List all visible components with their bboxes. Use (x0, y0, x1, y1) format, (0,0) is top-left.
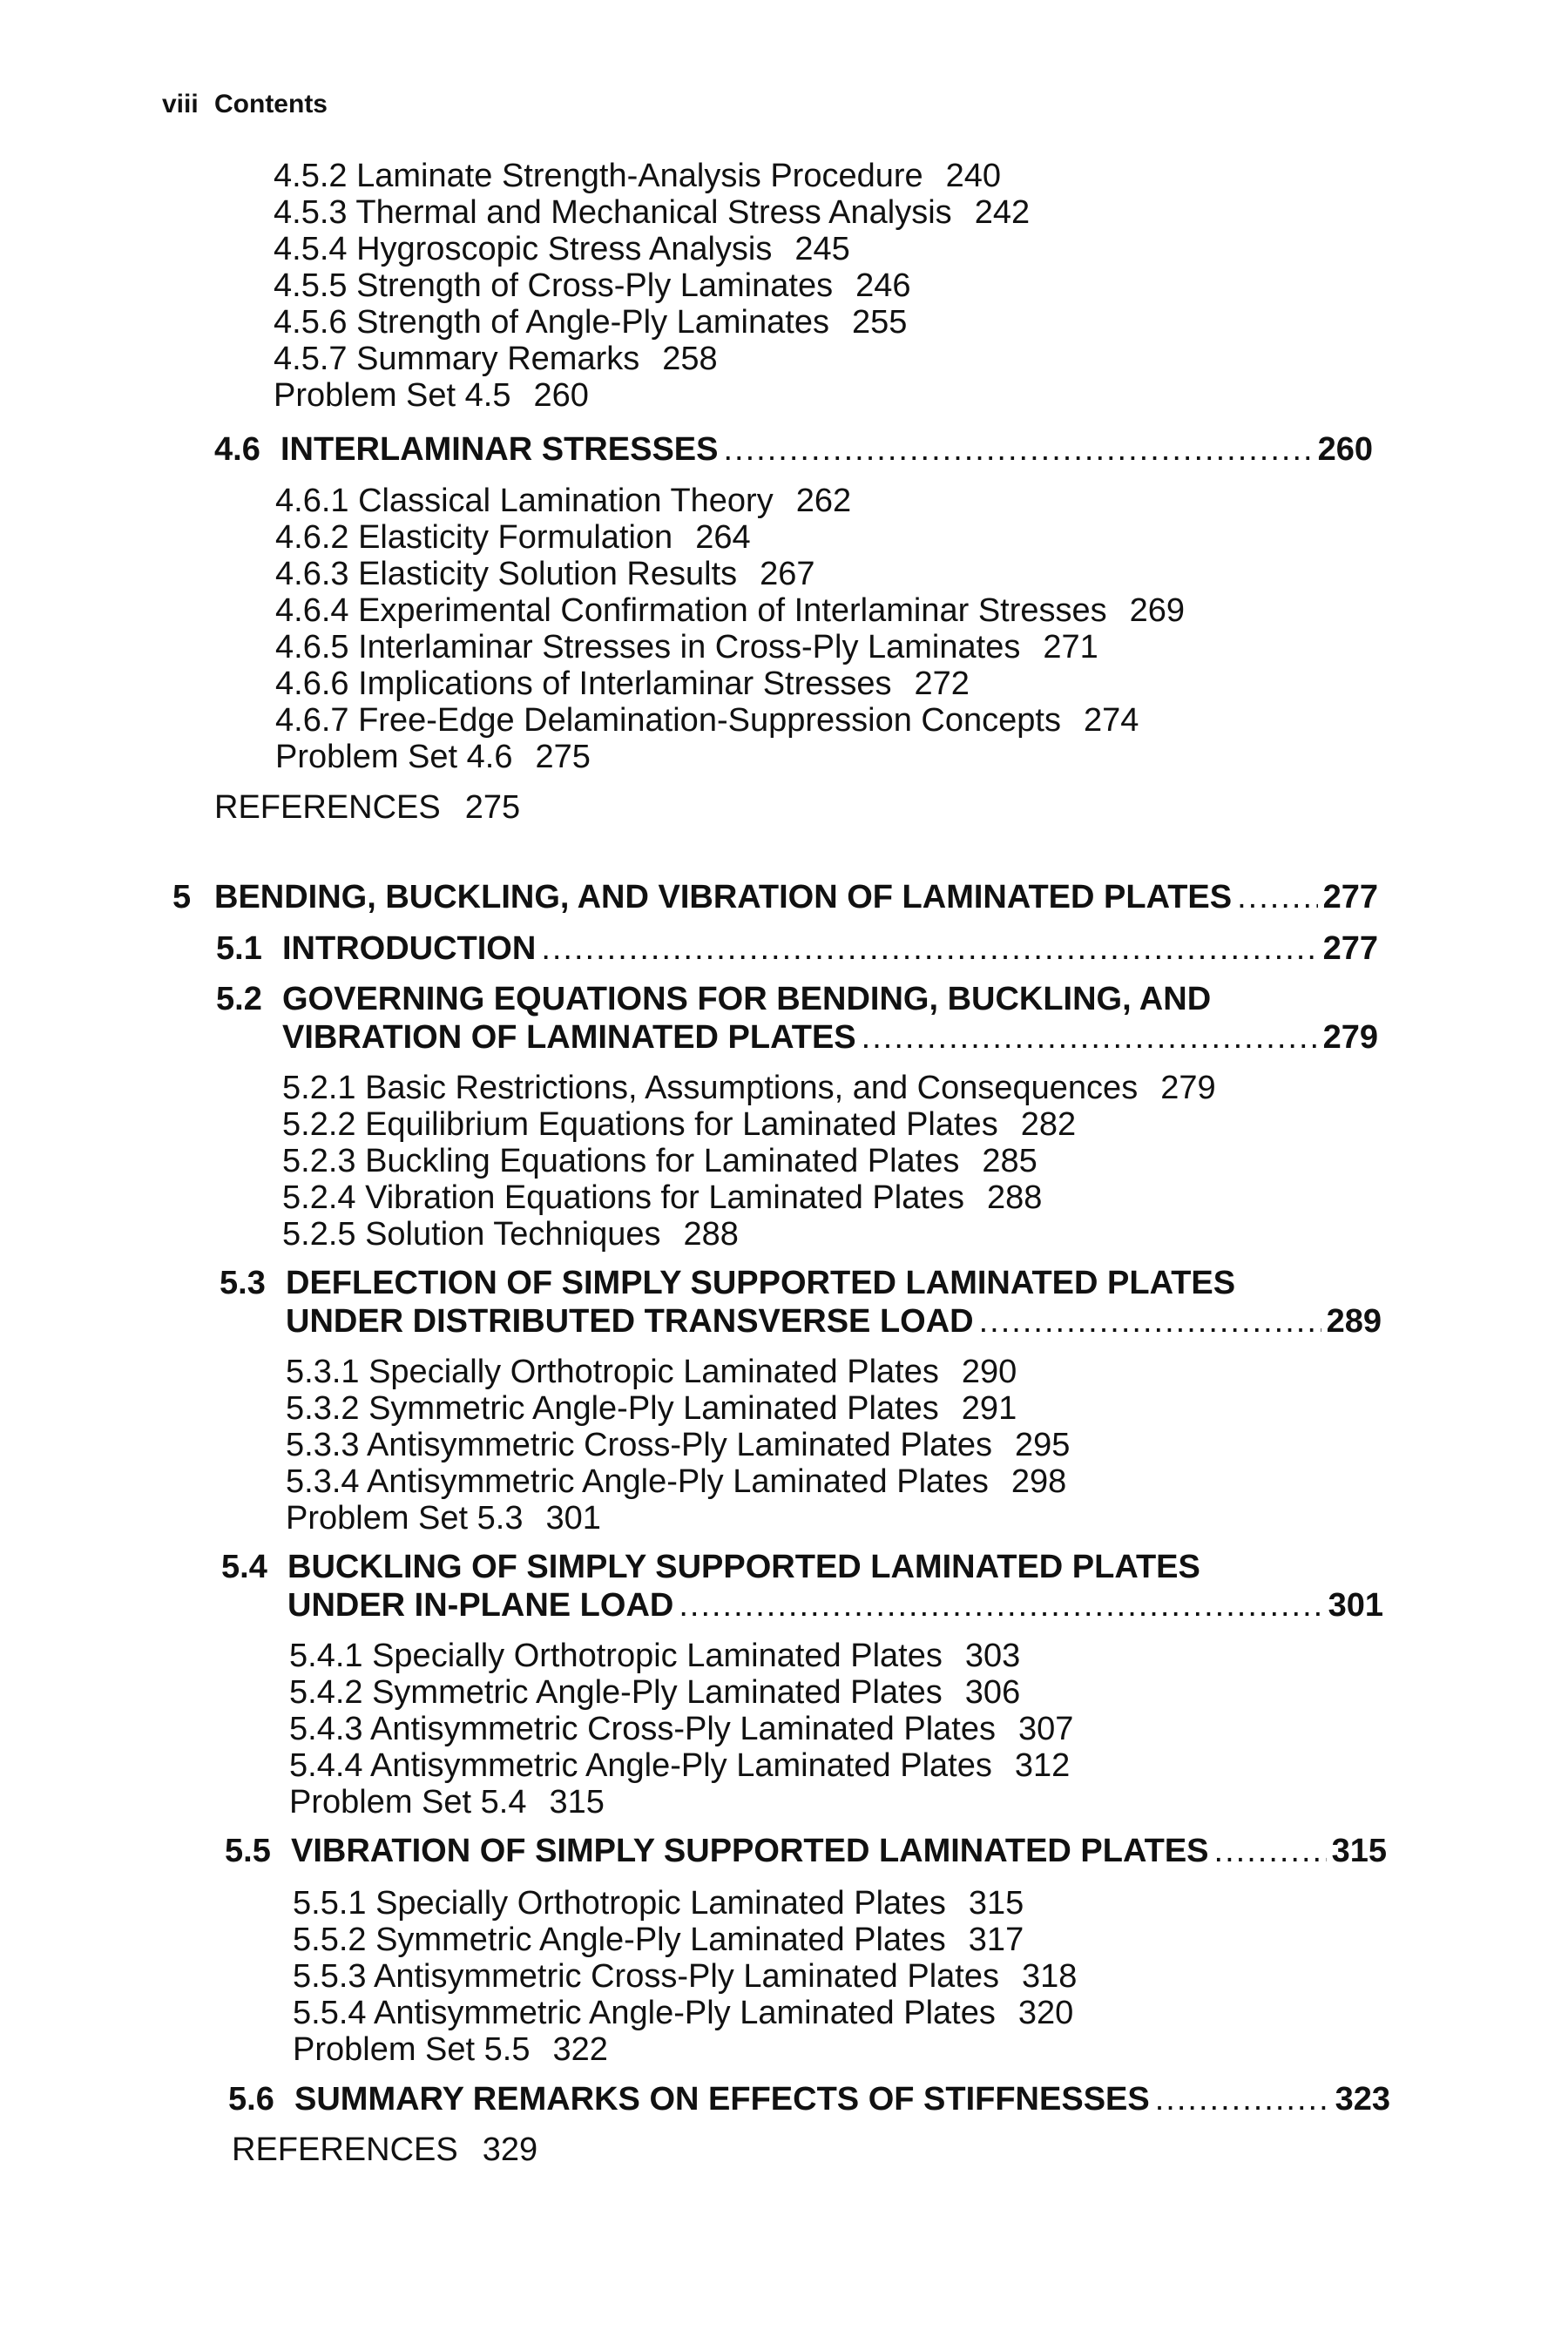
toc-entry (289, 1637, 1020, 1675)
dot-leader (1237, 878, 1317, 916)
toc-problem-set (293, 2030, 608, 2069)
toc-entry (275, 628, 1098, 666)
section-number: 5.6 (228, 2081, 274, 2118)
toc-problem-set (289, 1783, 605, 1821)
section-title: VIBRATION OF SIMPLY SUPPORTED LAMINATED PLATES (291, 1833, 1209, 1869)
toc-page-number: 306 (964, 1674, 1021, 1711)
toc-page-number: 288 (987, 1179, 1043, 1216)
toc-page-number: 267 (760, 556, 815, 592)
toc-entry-title: Problem Set 5.5 (293, 2031, 531, 2068)
toc-entry-title: 5.4.3 Antisymmetric Cross-Ply Laminated Plates (289, 1711, 996, 1747)
toc-section-heading (220, 1264, 1382, 1341)
toc-entry-title: 4.5.5 Strength of Cross-Ply Laminates (274, 267, 834, 304)
toc-entry-title: 5.5.4 Antisymmetric Angle-Ply Laminated Plates (293, 1995, 996, 2031)
dot-leader (1214, 1832, 1327, 1870)
toc-entry-title: 5.2.3 Buckling Equations for Laminated Plates (282, 1143, 960, 1179)
toc-page-number: 288 (683, 1216, 739, 1253)
toc-page-number: 242 (974, 194, 1031, 231)
toc-entry-title: 4.6.6 Implications of Interlaminar Stresses (275, 665, 892, 702)
section-title-continued: UNDER IN-PLANE LOAD (287, 1587, 674, 1624)
toc-entry-title: 4.5.2 Laminate Strength-Analysis Procedure (274, 158, 923, 194)
toc-entry (286, 1462, 1066, 1501)
toc-entry (286, 1426, 1070, 1464)
toc-entry (275, 591, 1185, 630)
toc-page-number: 323 (1335, 2081, 1390, 2118)
toc-entry (293, 1994, 1073, 2032)
section-title: DEFLECTION OF SIMPLY SUPPORTED LAMINATED PLATES (286, 1265, 1236, 1301)
toc-entry-title: 4.6.3 Elasticity Solution Results (275, 556, 738, 592)
toc-entry-title: 4.6.2 Elasticity Formulation (275, 519, 673, 556)
dot-leader (723, 430, 1312, 469)
toc-page-number: 289 (1326, 1303, 1382, 1340)
section-title: GOVERNING EQUATIONS FOR BENDING, BUCKLING, AND (282, 981, 1212, 1017)
toc-entry-title: 5.5.3 Antisymmetric Cross-Ply Laminated Plates (293, 1958, 999, 1995)
toc-entry-title: 5.3.4 Antisymmetric Angle-Ply Laminated Plates (286, 1463, 989, 1500)
toc-page-number: 317 (968, 1922, 1024, 1958)
toc-references (214, 788, 520, 827)
section-title: INTRODUCTION (282, 930, 537, 967)
toc-entry (282, 1179, 1042, 1217)
toc-page-number: 277 (1322, 930, 1378, 967)
chapter-number: 5 (172, 879, 192, 915)
toc-page-number: 312 (1014, 1747, 1071, 1784)
toc-page-number: 329 (482, 2131, 538, 2168)
toc-page-number: 271 (1043, 629, 1098, 665)
toc-entry (293, 1921, 1024, 1959)
section-number: 4.6 (214, 431, 260, 468)
toc-page-number: 318 (1021, 1958, 1078, 1995)
toc-entry-title: 4.5.6 Strength of Angle-Ply Laminates (274, 304, 829, 341)
toc-page-number: 315 (968, 1885, 1024, 1922)
toc-entry (274, 267, 911, 305)
toc-references (232, 2131, 537, 2169)
toc-page-number: 246 (855, 267, 911, 304)
section-title: INTERLAMINAR STRESSES (280, 431, 719, 468)
toc-entry (275, 701, 1139, 740)
section-title-continued: UNDER DISTRIBUTED TRANSVERSE LOAD (286, 1303, 974, 1340)
toc-entry-title: REFERENCES (232, 2131, 458, 2168)
toc-entry-title: 5.3.2 Symmetric Angle-Ply Laminated Plates (286, 1390, 939, 1427)
toc-page-number: 240 (945, 158, 1002, 194)
toc-entry-title: 5.4.2 Symmetric Angle-Ply Laminated Plates (289, 1674, 943, 1711)
toc-entry (282, 1215, 739, 1253)
toc-entry (286, 1389, 1017, 1428)
toc-problem-set (275, 738, 591, 776)
section-number: 5.3 (220, 1265, 266, 1301)
toc-section-heading (221, 1548, 1383, 1625)
toc-entry (274, 303, 907, 341)
toc-page-number: 260 (533, 377, 589, 414)
toc-page-number: 277 (1322, 879, 1378, 915)
toc-entry (274, 230, 850, 268)
toc-page-number: 260 (1317, 431, 1373, 468)
toc-entry (293, 1884, 1024, 1922)
toc-page-number: 285 (982, 1143, 1037, 1179)
toc-page-number: 258 (662, 341, 718, 377)
section-number: 5.2 (216, 981, 262, 1017)
dot-leader (679, 1586, 1322, 1625)
toc-entry-title: 5.5.1 Specially Orthotropic Laminated Plates (293, 1885, 946, 1922)
toc-page-number: 272 (914, 665, 970, 702)
toc-entry-title: 5.2.5 Solution Techniques (282, 1216, 661, 1253)
dot-leader (1155, 2080, 1330, 2118)
dot-leader (541, 929, 1317, 968)
toc-entry (274, 157, 1001, 195)
toc-entry-title: 5.4.4 Antisymmetric Angle-Ply Laminated Plates (289, 1747, 992, 1784)
toc-entry-title: 5.5.2 Symmetric Angle-Ply Laminated Plates (293, 1922, 946, 1958)
toc-page-number: 279 (1160, 1070, 1216, 1106)
toc-entry (286, 1353, 1017, 1391)
toc-entry (289, 1746, 1070, 1785)
section-number: 5.5 (225, 1833, 271, 1869)
toc-page-number: 301 (545, 1500, 601, 1537)
toc-entry-title: 5.2.1 Basic Restrictions, Assumptions, and Consequences (282, 1070, 1139, 1106)
page-numeral: viii (162, 90, 199, 118)
toc-entry (282, 1142, 1037, 1180)
toc-entry-title: 4.5.3 Thermal and Mechanical Stress Analysis (274, 194, 952, 231)
chapter-title: BENDING, BUCKLING, AND VIBRATION OF LAMINATED PLATES (214, 879, 1233, 915)
toc-page-number: 275 (535, 739, 591, 775)
toc-entry-title: 5.2.4 Vibration Equations for Laminated Plates (282, 1179, 965, 1216)
toc-page-number: 322 (552, 2031, 608, 2068)
section-title-continued: VIBRATION OF LAMINATED PLATES (282, 1019, 856, 1056)
toc-entry-title: 5.2.2 Equilibrium Equations for Laminated Plates (282, 1106, 998, 1143)
toc-page-number: 303 (964, 1638, 1021, 1674)
toc-page-number: 255 (851, 304, 908, 341)
section-title: BUCKLING OF SIMPLY SUPPORTED LAMINATED PLATES (287, 1549, 1200, 1585)
toc-entry-title: 4.5.4 Hygroscopic Stress Analysis (274, 231, 773, 267)
toc-entry (293, 1957, 1077, 1996)
toc-entry (275, 518, 751, 557)
toc-problem-set (286, 1499, 601, 1537)
toc-entry (275, 482, 851, 520)
toc-entry (275, 665, 970, 703)
toc-entry-title: 4.5.7 Summary Remarks (274, 341, 640, 377)
toc-page-number: 320 (1017, 1995, 1074, 2031)
toc-entry (274, 193, 1030, 232)
running-header (162, 90, 328, 119)
toc-problem-set (274, 376, 589, 415)
toc-page-number: 290 (961, 1354, 1017, 1390)
section-number: 5.4 (221, 1549, 267, 1585)
toc-page-number: 269 (1129, 592, 1186, 629)
toc-entry-title: Problem Set 5.4 (289, 1784, 527, 1820)
dot-leader (862, 1018, 1318, 1057)
toc-page-number: 274 (1083, 702, 1139, 739)
toc-entry-title: Problem Set 4.5 (274, 377, 511, 414)
toc-section-heading (216, 980, 1378, 1057)
toc-entry (282, 1069, 1216, 1107)
toc-entry (275, 555, 815, 593)
toc-page-number: 315 (549, 1784, 605, 1820)
toc-entry (274, 340, 718, 378)
toc-entry (289, 1710, 1073, 1748)
toc-entry-title: REFERENCES (214, 789, 441, 826)
running-title: Contents (214, 90, 328, 118)
toc-page-number: 295 (1014, 1427, 1071, 1463)
toc-entry-title: 4.6.7 Free-Edge Delamination-Suppression Concepts (275, 702, 1061, 739)
section-title: SUMMARY REMARKS ON EFFECTS OF STIFFNESSES (294, 2081, 1150, 2118)
toc-page-number: 245 (794, 231, 850, 267)
toc-page-number: 298 (1010, 1463, 1067, 1500)
toc-page-number: 275 (464, 789, 521, 826)
toc-entry-title: 5.3.3 Antisymmetric Cross-Ply Laminated Plates (286, 1427, 992, 1463)
toc-page-number: 264 (695, 519, 751, 556)
toc-entry-title: 5.4.1 Specially Orthotropic Laminated Plates (289, 1638, 943, 1674)
toc-page-number: 301 (1328, 1587, 1383, 1624)
toc-page-number: 262 (795, 483, 852, 519)
toc-entry-title: Problem Set 5.3 (286, 1500, 524, 1537)
toc-entry-title: Problem Set 4.6 (275, 739, 513, 775)
toc-page-number: 282 (1020, 1106, 1077, 1143)
toc-entry-title: 4.6.1 Classical Lamination Theory (275, 483, 774, 519)
toc-entry (289, 1673, 1020, 1712)
toc-entry-title: 4.6.4 Experimental Confirmation of Interlaminar Stresses (275, 592, 1107, 629)
toc-entry-title: 4.6.5 Interlaminar Stresses in Cross-Ply Laminates (275, 629, 1021, 665)
section-number: 5.1 (216, 930, 262, 967)
toc-entry (282, 1105, 1076, 1144)
toc-page-number: 315 (1331, 1833, 1387, 1869)
dot-leader (979, 1302, 1321, 1341)
toc-page-number: 307 (1017, 1711, 1074, 1747)
toc-page-number: 291 (961, 1390, 1017, 1427)
toc-entry-title: 5.3.1 Specially Orthotropic Laminated Plates (286, 1354, 939, 1390)
toc-page-number: 279 (1322, 1019, 1378, 1056)
